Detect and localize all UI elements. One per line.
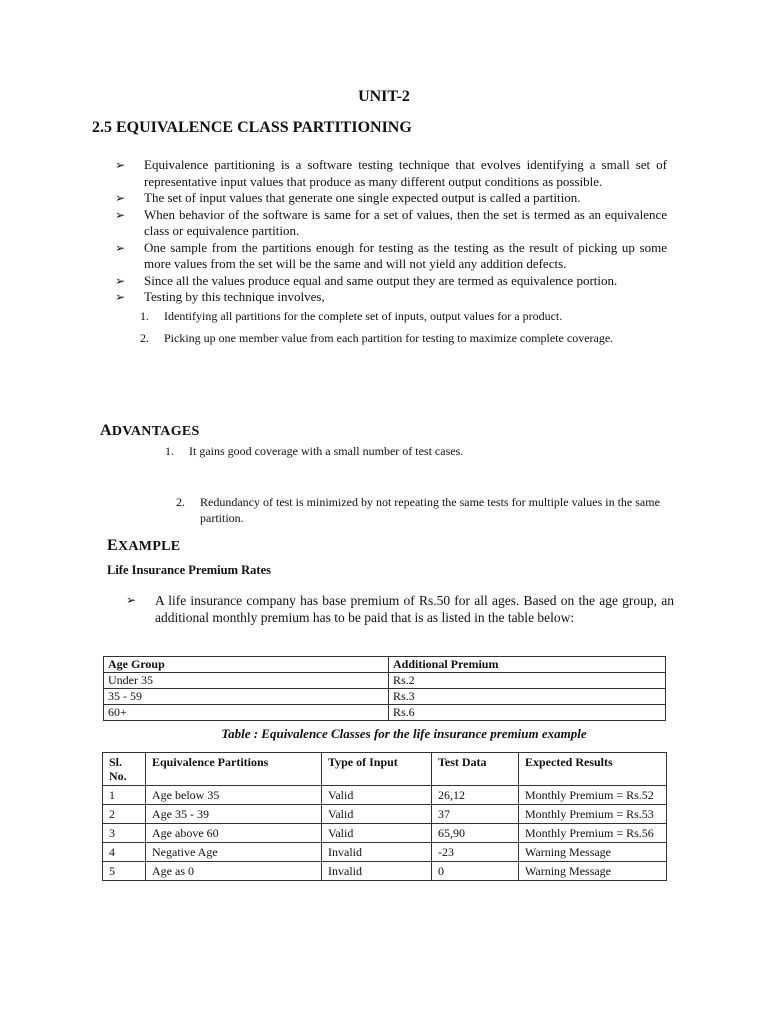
table-header-row — [104, 657, 666, 673]
arrow-bullet-icon: ➢ — [115, 191, 126, 205]
unit-title: UNIT-2 — [358, 88, 410, 105]
table-cell: Monthly Premium = Rs.53 — [519, 805, 667, 824]
column-header: Equivalence Partitions — [146, 753, 322, 786]
advantages-list — [176, 494, 676, 532]
table-cell: Under 35 — [104, 673, 389, 689]
table-row — [103, 786, 667, 805]
bullet-item: ➢ The set of input values that generate one single expected output is called a partition. — [115, 190, 581, 205]
example-subtitle: Life Insurance Premium Rates — [107, 563, 271, 577]
table-cell: Rs.6 — [389, 705, 666, 721]
table-row — [104, 673, 666, 689]
table-cell: Valid — [322, 805, 432, 824]
column-header: Sl. No. — [103, 753, 146, 786]
advantages-heading: ADVANTAGES — [100, 422, 200, 439]
table-cell: Valid — [322, 824, 432, 843]
table-caption: Table : Equivalence Classes for the life insurance premium example — [221, 726, 587, 741]
column-header: Type of Input — [322, 753, 432, 786]
table-cell: Negative Age — [146, 843, 322, 862]
example-bullet — [126, 592, 674, 626]
table-cell: 1 — [103, 786, 146, 805]
table-cell: 26,12 — [432, 786, 519, 805]
arrow-bullet-icon: ➢ — [115, 290, 126, 304]
table-row — [103, 824, 667, 843]
table-cell: 4 — [103, 843, 146, 862]
example-heading: EXAMPLE — [107, 537, 181, 554]
table-row — [103, 805, 667, 824]
table-cell: Rs.2 — [389, 673, 666, 689]
table-cell: 37 — [432, 805, 519, 824]
table-cell: Age as 0 — [146, 862, 322, 881]
arrow-bullet-icon: ➢ — [115, 273, 126, 288]
table-cell: 0 — [432, 862, 519, 881]
column-header: Test Data — [432, 753, 519, 786]
arrow-bullet-icon: ➢ — [115, 240, 126, 255]
arrow-bullet-icon: ➢ — [126, 593, 137, 607]
table-row — [104, 689, 666, 705]
table-cell: 65,90 — [432, 824, 519, 843]
table-cell: Warning Message — [519, 843, 667, 862]
column-header: Expected Results — [519, 753, 667, 786]
premium-table — [103, 656, 666, 721]
intro-bullet-list — [115, 157, 667, 352]
list-item: 1. Identifying all partitions for the complete set of inputs, output values for a product. — [140, 308, 563, 323]
column-header: Additional Premium — [389, 657, 666, 673]
table-cell: -23 — [432, 843, 519, 862]
table-cell: 2 — [103, 805, 146, 824]
list-item: 1. It gains good coverage with a small number of test cases. — [165, 444, 464, 458]
bullet-item: ➢ Testing by this technique involves, — [115, 289, 325, 304]
table-cell: Age above 60 — [146, 824, 322, 843]
table-cell: 60+ — [104, 705, 389, 721]
bullet-item: ➢ Equivalence partitioning is a software testing technique that evolves identifying a small set of representative input values that produce as many different output conditions as possible. — [115, 157, 667, 189]
list-item: 2. Picking up one member value from each partition for testing to maximize complete coverage. — [140, 330, 614, 345]
table-cell: 3 — [103, 824, 146, 843]
bullet-item: ➢ One sample from the partitions enough for testing as the testing as the result of picking up some more values from the set will be the same and will not yield any addition defects. — [115, 239, 667, 271]
table-cell: Monthly Premium = Rs.56 — [519, 824, 667, 843]
arrow-bullet-icon: ➢ — [115, 207, 126, 222]
table-cell: 35 - 59 — [104, 689, 389, 705]
table-row — [103, 862, 667, 881]
table-cell: Rs.3 — [389, 689, 666, 705]
table-cell: Warning Message — [519, 862, 667, 881]
list-item: 2. Redundancy of test is minimized by not repeating the same tests for multiple values in the same partition. — [176, 495, 660, 525]
bullet-item: ➢ A life insurance company has base premium of Rs.50 for all ages. Based on the age group, an additional monthly premium has to be paid that is as listed in the table below: — [126, 593, 674, 625]
table-cell: Invalid — [322, 843, 432, 862]
section-title: 2.5 EQUIVALENCE CLASS PARTITIONING — [92, 119, 412, 136]
table-row — [104, 705, 666, 721]
table-header-row — [103, 753, 667, 786]
table-cell: Age 35 - 39 — [146, 805, 322, 824]
table-cell: Valid — [322, 786, 432, 805]
bullet-item: ➢ Since all the values produce equal and same output they are termed as equivalence portion. — [115, 272, 618, 288]
table-cell: Age below 35 — [146, 786, 322, 805]
equivalence-table — [102, 752, 667, 881]
technique-steps-list — [140, 308, 667, 346]
table-cell: Invalid — [322, 862, 432, 881]
table-row — [103, 843, 667, 862]
column-header: Age Group — [104, 657, 389, 673]
bullet-item: ➢ When behavior of the software is same for a set of values, then the set is termed as an equivalence class or equivalence partition. — [115, 206, 667, 238]
advantages-list — [165, 443, 675, 465]
table-cell: Monthly Premium = Rs.52 — [519, 786, 667, 805]
table-cell: 5 — [103, 862, 146, 881]
arrow-bullet-icon: ➢ — [115, 158, 126, 172]
